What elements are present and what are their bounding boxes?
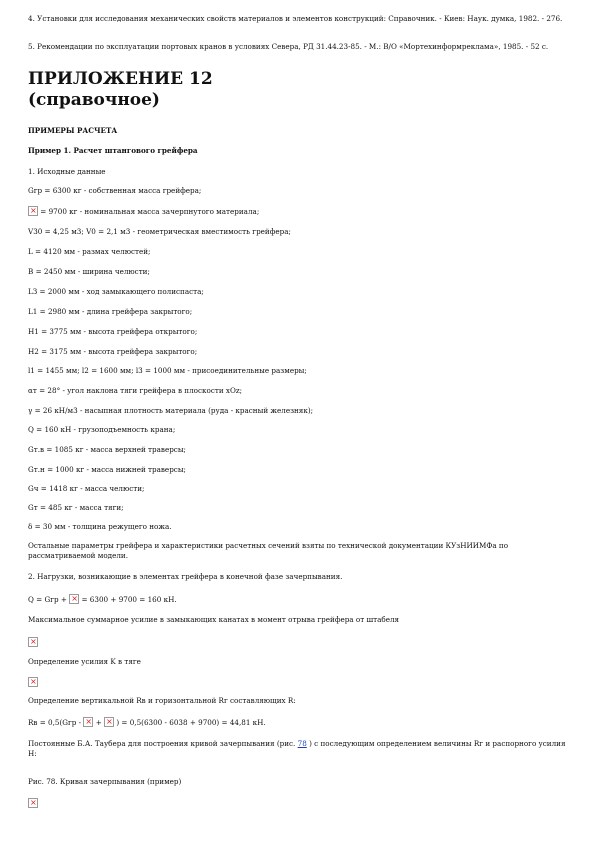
components-text: Определение вертикальной Rв и горизонтальной Rг составляющих R: [28, 696, 296, 705]
param-volume: V30 = 4,25 м3; V0 = 2,1 м3 - геометрическая вместимость грейфера; [28, 227, 291, 236]
param-length-closed: L1 = 2980 мм - длина грейфера закрытого; [28, 307, 193, 316]
missing-image-icon [28, 798, 38, 808]
param-connection-dims: l1 = 1455 мм; l2 = 1600 мм; l3 = 1000 мм - присоединительные размеры; [28, 366, 307, 375]
rv-formula-left: Rв = 0,5(Gгр - [28, 718, 82, 727]
missing-image-2 [28, 677, 567, 688]
section-title: ПРИМЕРЫ РАСЧЕТА [28, 126, 118, 135]
param-width: B = 2450 мм - ширина челюсти; [28, 267, 150, 276]
missing-image-icon [83, 717, 93, 727]
rv-formula-plus: + [95, 718, 102, 727]
param-rod-mass: Gт = 485 кг - масса тяги; [28, 503, 124, 512]
reference-4-text: 4. Установки для исследования механических свойств материалов и элементов конструкций: Справочник. - Киев: Наук. думка, 1982. - 276. [28, 14, 563, 23]
reference-4 [28, 14, 567, 24]
param-density: γ = 26 кН/м3 - насыпная плотность материала (руда - красный железняк); [28, 406, 314, 415]
q-formula-right: = 6300 + 9700 = 160 кН. [81, 595, 177, 604]
param-span: L = 4120 мм - размах челюстей; [28, 247, 151, 256]
missing-image-icon [28, 677, 38, 687]
param-upper-traverse: Gт.в = 1085 кг - масса верхней траверсы; [28, 445, 186, 454]
rv-formula-right: ) = 0,5(6300 - 6038 + 9700) = 44,81 кН. [116, 718, 266, 727]
max-force-text: Максимальное суммарное усилие в замыкающих канатах в момент отрыва грейфера от штабеля [28, 615, 400, 624]
tauber-paragraph [28, 739, 573, 758]
appendix-title: ПРИЛОЖЕНИЕ 12 [28, 69, 213, 89]
note-paragraph: Остальные параметры грейфера и характеристики расчетных сечений взяты по технической документации КУзНИИМФа по рассматриваемой модели. [28, 541, 509, 560]
example-title: Пример 1. Расчет штангового грейфера [28, 146, 198, 155]
param-rod-angle: αт = 28° - угол наклона тяги грейфера в плоскости xOz; [28, 386, 243, 395]
tauber-text-start: Постоянные Б.А. Таубера для построения кривой зачерпывания (рис. [28, 739, 296, 748]
missing-image-icon [104, 717, 114, 727]
figure-78-link[interactable]: 78 [297, 739, 307, 748]
figure-caption: Рис. 78. Кривая зачерпывания (пример) [28, 777, 182, 786]
param-lower-traverse: Gт.н = 1000 кг - масса нижней траверсы; [28, 465, 186, 474]
param-height-closed: H2 = 3175 мм - высота грейфера закрытого; [28, 347, 198, 356]
param-stroke: LЗ = 2000 мм - ход замыкающего полиспаста; [28, 287, 204, 296]
param-jaw-mass: Gч = 1418 кг - масса челюсти; [28, 484, 145, 493]
missing-image-icon [28, 206, 38, 216]
param-height-open: H1 = 3775 мм - высота грейфера открытого; [28, 327, 198, 336]
q-formula [28, 594, 567, 605]
param-capacity: Q = 160 кН - грузоподъемность крана; [28, 425, 176, 434]
reference-5-text: 5. Рекомендации по эксплуатации портовых кранов в условиях Севера, РД 31.44.23-85. - М.: В/О «Мортехинформреклама», 1985. - 52 с. [28, 42, 549, 51]
tauber-text-end: ) с последующим определением величины Rг и распорного усилия [309, 739, 566, 748]
rv-formula [28, 717, 567, 728]
loads-heading: 2. Нагрузки, возникающие в элементах грейфера в конечной фазе зачерпывания. [28, 572, 343, 581]
q-formula-left: Q = Gгр + [28, 595, 67, 604]
force-k-text: Определение усилия K в тяге [28, 657, 141, 666]
missing-image-3 [28, 798, 567, 809]
param-material-mass [28, 206, 567, 217]
tauber-text-tail: H: [28, 748, 37, 758]
param-grab-mass: Gгр = 6300 кг - собственная масса грейфера; [28, 186, 202, 195]
reference-5 [28, 42, 567, 52]
missing-image-1 [28, 637, 567, 648]
param-material-mass-text: = 9700 кг - номинальная масса зачерпнутого материала; [40, 207, 260, 216]
appendix-subtitle: (справочное) [28, 90, 160, 110]
missing-image-icon [28, 637, 38, 647]
param-knife-thickness: δ = 30 мм - толщина режущего ножа. [28, 522, 172, 531]
initial-data-heading: 1. Исходные данные [28, 167, 106, 176]
missing-image-icon [69, 594, 79, 604]
